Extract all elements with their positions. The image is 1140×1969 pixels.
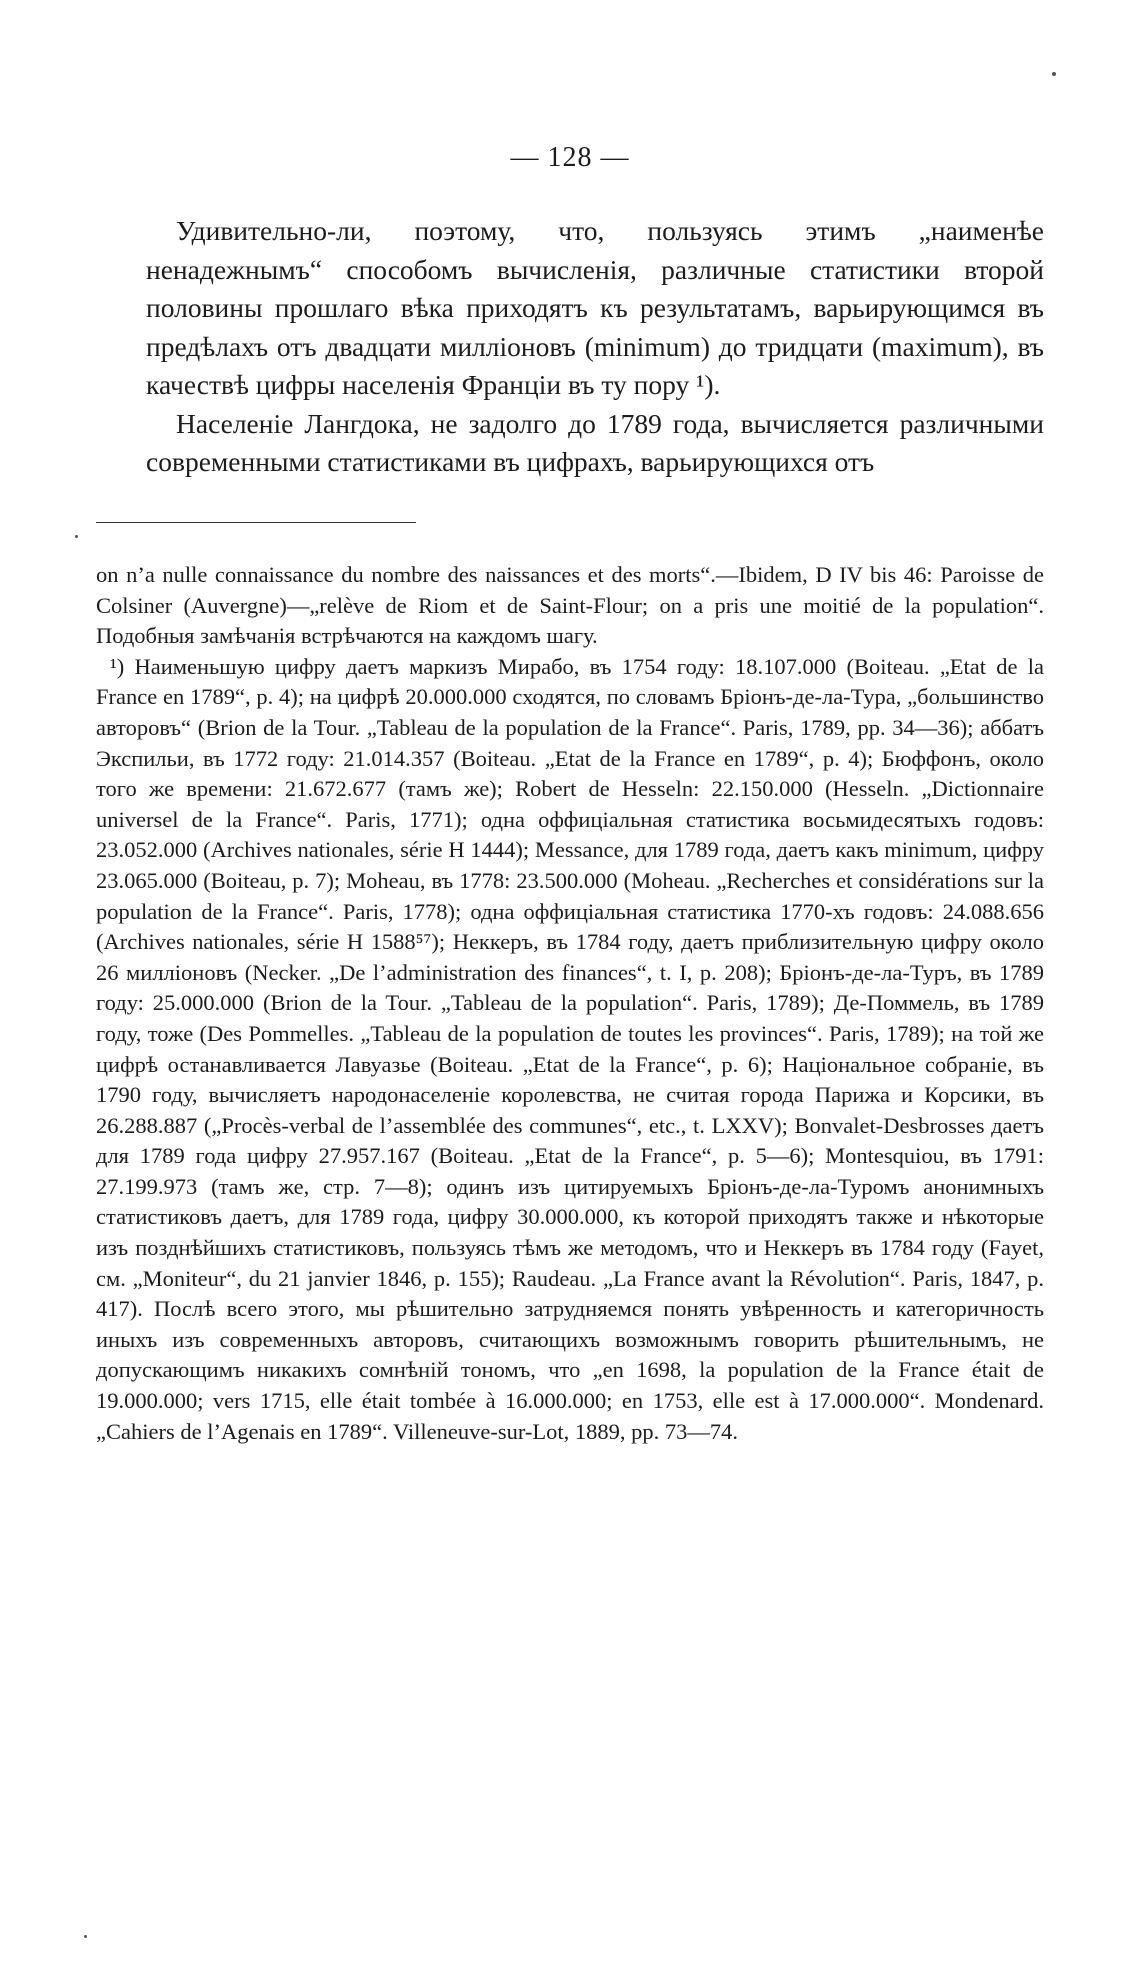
- footnote-1: ¹) Наименьшую цифру даетъ маркизъ Мирабо, въ 1754 году: 18.107.000 (Boiteau. „Etat de la France en 1789“, p. 4); на цифрѣ 20.000.000 сходятся, по словамъ Бріонъ-де-ла-Тура, „большинство авторовъ“ (Brion de la Tour. „Tableau de la population de la France“. Paris, 1789, pp. 34—36); аббатъ Экспильи, въ 1772 году: 21.014.357 (Boiteau. „Etat de la France en 1789“, p. 4); Бюффонъ, около того же времени: 21.672.677 (тамъ же); Robert de Hesseln: 22.150.000 (Hesseln. „Dictionnaire universel de la France“. Paris, 1771); одна оффиціальная статистика восьмидесятыхъ годовъ: 23.052.000 (Archives nationales, série H 1444); Messance, для 1789 года, даетъ какъ minimum, цифру 23.065.000 (Boiteau, p. 7); Moheau, въ 1778: 23.500.000 (Moheau. „Recherches et considérations sur la population de la France“. Paris, 1778); одна оффиціальная статистика 1770-хъ годовъ: 24.088.656 (Archives nationales, série H 1588⁵⁷); Неккеръ, въ 1784 году, даетъ приблизительную цифру около 26 милліоновъ (Necker. „De l’administration des finances“, t. I, p. 208); Бріонъ-де-ла-Туръ, въ 1789 году: 25.000.000 (Brion de la Tour. „Tableau de la population“. Paris, 1789); Де-Поммель, въ 1789 году, тоже (Des Pommelles. „Tableau de la population de toutes les provinces“. Paris, 1789); на той же цифрѣ останавливается Лавуазье (Boiteau. „Etat de la France“, p. 6); Національное собраніе, въ 1790 году, вычисляетъ народонаселеніе королевства, не считая города Парижа и Корсики, въ 26.288.887 („Procès-verbal de l’assemblée des communes“, etc., t. LXXV); Bonvalet-Desbrosses даетъ для 1789 года цифру 27.957.167 (Boiteau. „Etat de la France“, p. 5—6); Montesquiou, въ 1791: 27.199.973 (тамъ же, стр. 7—8); одинъ изъ цитируемыхъ Бріонъ-де-ла-Туромъ анонимныхъ статистиковъ даетъ, для 1789 года, цифру 30.000.000, къ которой приходятъ также и нѣкоторые изъ позднѣйшихъ статистиковъ, пользуясь тѣмъ же методомъ, что и Неккеръ въ 1784 году (Fayet, см. „Moniteur“, du 21 janvier 1846, p. 155); Raudeau. „La France avant la Révolution“. Paris, 1847, p. 417). Послѣ всего этого, мы рѣшительно затрудняемся понять увѣренность и категоричность иныхъ изъ современныхъ авторовъ, считающихъ возможнымъ говорить рѣшительнымъ, не допускающимъ никакихъ сомнѣній тономъ, что „en 1698, la population de la France était de 19.000.000; vers 1715, elle était tombée à 16.000.000; en 1753, elle est à 17.000.000“. Mondenard. „Cahiers de l’Agenais en 1789“. Villeneuve-sur-Lot, 1889, pp. 73—74.: [96, 653, 1044, 1444]
- footnotes: [96, 560, 1044, 1447]
- paragraph: Удивительно-ли, поэтому, что, пользуясь этимъ „наименѣе ненадежнымъ“ способомъ вычисленія, различные статистики второй половины прошлаго вѣка приходятъ къ результатамъ, варьирующимся въ предѣлахъ отъ двадцати милліоновъ (minimum) до тридцати (maximum), въ качествѣ цифры населенія Франціи въ ту пору ¹).: [146, 215, 1044, 400]
- main-text: [146, 212, 1044, 482]
- print-speck: [75, 535, 78, 538]
- print-speck: [84, 1935, 87, 1938]
- page-number: — 128 —: [510, 142, 630, 173]
- footnote-continuation: on n’a nulle connaissance du nombre des naissances et des morts“.—Ibidem, D IV bis 46: Paroisse de Colsiner (Auvergne)—„relève de Riom et de Saint-Flour; on a pris une moitié de la population“. Подобныя замѣчанія встрѣчаются на каждомъ шагу.: [96, 562, 1044, 649]
- print-speck: [1052, 72, 1056, 76]
- paragraph: Населеніе Лангдока, не задолго до 1789 года, вычисляется различными современными статистиками въ цифрахъ, варьирующихся отъ: [146, 407, 1044, 477]
- footnote-separator: [96, 522, 416, 523]
